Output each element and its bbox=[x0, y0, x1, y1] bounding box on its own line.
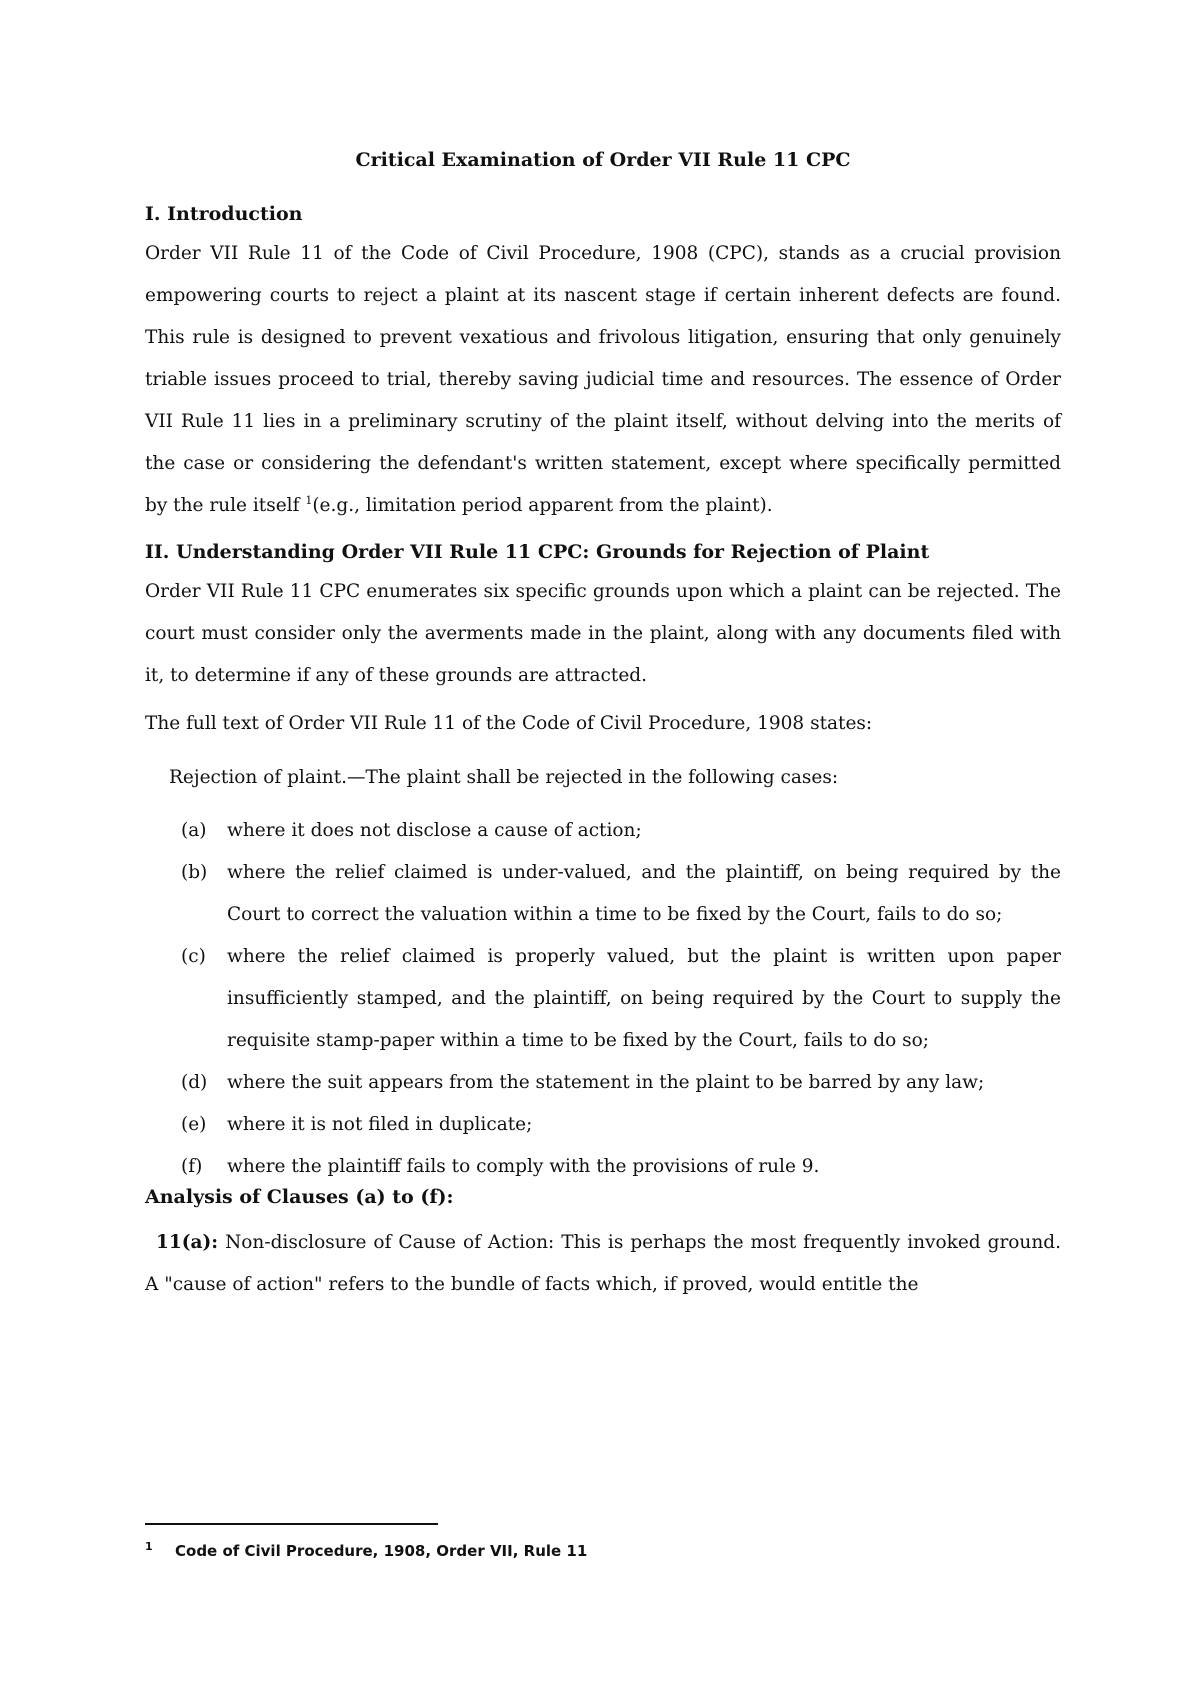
section-heading-introduction: I. Introduction bbox=[145, 203, 303, 225]
clause-item-c bbox=[181, 936, 1061, 1062]
clause-item-e bbox=[181, 1104, 1061, 1146]
clause-item-d bbox=[181, 1062, 1061, 1104]
clause-item-b bbox=[181, 852, 1061, 936]
section-heading-grounds: II. Understanding Order VII Rule 11 CPC: Grounds for Rejection of Plaint bbox=[145, 541, 930, 563]
clause-text: where the relief claimed is properly valued, but the plaint is written upon paper insufficiently stamped, and the plaintiff, on being required by the Court to supply the requisite stamp-paper within a time to be fixed by the Court, fails to do so; bbox=[227, 946, 1061, 1051]
clause-marker: (d) bbox=[181, 1072, 208, 1093]
clause-marker: (c) bbox=[181, 946, 206, 967]
introduction-paragraph bbox=[145, 233, 1061, 527]
clause-marker: (e) bbox=[181, 1114, 207, 1135]
clause-text: where the plaintiff fails to comply with the provisions of rule 9. bbox=[227, 1156, 820, 1177]
clause-marker: (a) bbox=[181, 820, 207, 841]
footnote-separator bbox=[145, 1523, 438, 1525]
rule-intro: Rejection of plaint.—The plaint shall be rejected in the following cases: bbox=[169, 767, 839, 788]
clause-item-f bbox=[181, 1146, 1061, 1188]
footnote: 1 Code of Civil Procedure, 1908, Order VII, Rule 11 bbox=[145, 1540, 588, 1560]
clause-list bbox=[181, 810, 1061, 1188]
clause-text: where the suit appears from the statement in the plaint to be barred by any law; bbox=[227, 1072, 985, 1093]
full-text-paragraph: The full text of Order VII Rule 11 of the Code of Civil Procedure, 1908 states: bbox=[145, 713, 873, 734]
clause-text: where it is not filed in duplicate; bbox=[227, 1114, 533, 1135]
footnote-reference[interactable]: 1 bbox=[305, 493, 313, 507]
footnote-text: Code of Civil Procedure, 1908, Order VII, Rule 11 bbox=[175, 1542, 588, 1560]
document-title: Critical Examination of Order VII Rule 11 CPC bbox=[355, 149, 851, 171]
clause-marker: (f) bbox=[181, 1156, 203, 1177]
analysis-text: Non-disclosure of Cause of Action: This is perhaps the most frequently invoked ground. A "cause of action" refers to the bundle of facts which, if proved, would entitle the bbox=[145, 1232, 1061, 1295]
grounds-paragraph: Order VII Rule 11 CPC enumerates six specific grounds upon which a plaint can be rejected. The court must consider only the averments made in the plaint, along with any documents filed with it, to determine if any of these grounds are attracted. bbox=[145, 581, 1061, 686]
clause-item-a bbox=[181, 810, 1061, 852]
clause-marker: (b) bbox=[181, 862, 208, 883]
clause-text: where the relief claimed is under-valued, and the plaintiff, on being required by the Court to correct the valuation within a time to be fixed by the Court, fails to do so; bbox=[227, 862, 1061, 925]
clause-text: where it does not disclose a cause of action; bbox=[227, 820, 642, 841]
introduction-text-end: (e.g., limitation period apparent from the plaint). bbox=[312, 495, 773, 516]
section-heading-analysis: Analysis of Clauses (a) to (f): bbox=[145, 1186, 454, 1208]
analysis-lead: 11(a): bbox=[156, 1232, 219, 1253]
introduction-text: Order VII Rule 11 of the Code of Civil Procedure, 1908 (CPC), stands as a crucial provision empowering courts to reject a plaint at its nascent stage if certain inherent defects are found. This rule is designed to prevent vexatious and frivolous litigation, ensuring that only genuinely triable issues proceed to trial, thereby saving judicial time and resources. The essence of Order VII Rule 11 lies in a preliminary scrutiny of the plaint itself, without delving into the merits of the case or considering the defendant's written statement, except where specifically permitted by the rule itself bbox=[145, 243, 1061, 516]
analysis-paragraph bbox=[145, 1222, 1061, 1306]
